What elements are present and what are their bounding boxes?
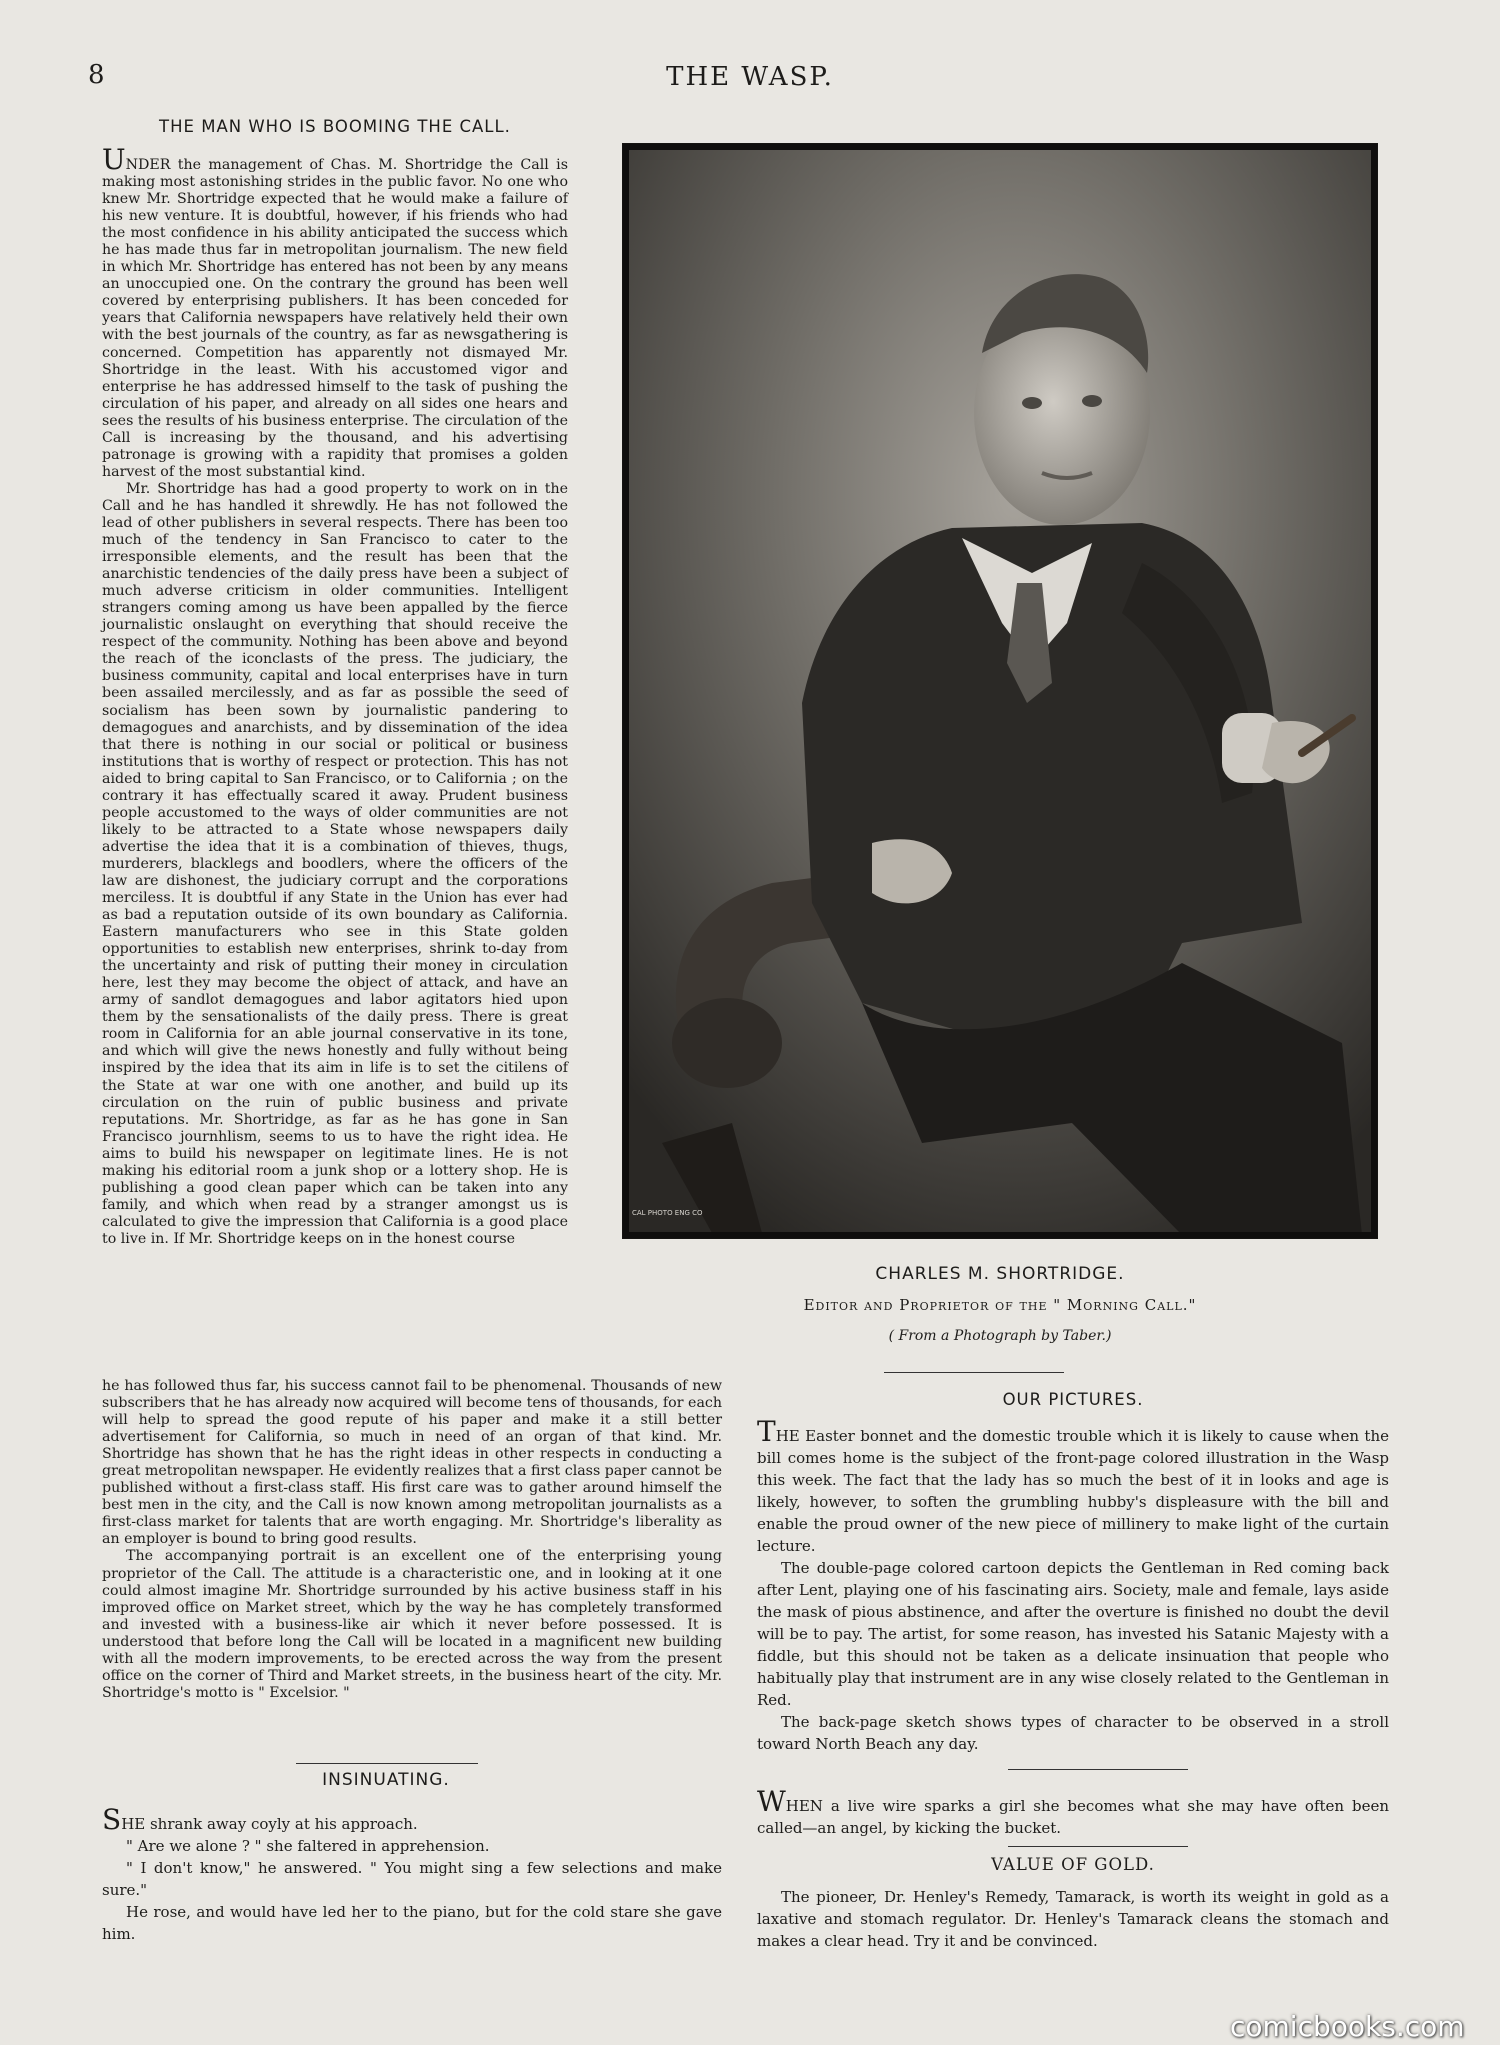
insinuating-paragraph-1: SHE shrank away coyly at his approach. [102, 1803, 418, 1836]
value-of-gold-article [757, 1886, 1389, 1952]
insinuating-paragraph-3: " I don't know," he answered. " You might sing a few selections and make sure." [102, 1859, 722, 1899]
insinuating-paragraph-2: " Are we alone ? " she faltered in apprehension. [126, 1837, 490, 1855]
live-wire-text: WHEN a live wire sparks a girl she becomes what she may have often been called—an angel, by kicking the bucket. [757, 1785, 1389, 1837]
section-divider [1008, 1846, 1188, 1847]
value-of-gold-title: VALUE OF GOLD. [991, 1855, 1155, 1874]
section-divider [884, 1372, 1064, 1373]
article-body-column [102, 143, 568, 1248]
live-wire-item [757, 1785, 1389, 1839]
watermark: comicbooks.com [1230, 2010, 1465, 2043]
drop-cap: U [102, 143, 126, 176]
article-title: THE MAN WHO IS BOOMING THE CALL. [159, 117, 511, 136]
article-paragraph-2: Mr. Shortridge has had a good property to work on in the Call and he has handled it shrewdly. He has not followed the lead of other publishers in several respects. There has been too much of the tendency in San Francisco to cater to the irresponsible elements, and the result has been that the anarchistic tendencies of the daily press have been a subject of much adverse criticism in older communities. Intelligent strangers coming among us have been appalled by the fierce journalistic onslaught on everything that should receive the respect of the community. Nothing has been above and beyond the reach of the iconclasts of the press. The judiciary, the business community, capital and local enterprises have in turn been assailed mercilessly, and as far as possible the seed of socialism has been sown by journalistic pandering to demagogues and anarchists, and by dissemination of the idea that there is nothing in our social or political or business institutions that is worthy of respect or protection. This has not aided to bring capital to San Francisco, or to California ; on the contrary it has effectually scared it away. Prudent business people accustomed to the ways of older communities are not likely to be attracted to a State whose newspapers daily advertise the idea that it is a combination of thieves, thugs, murderers, blacklegs and boodlers, where the officers of the law are dishonest, the judiciary corrupt and the corporations merciless. It is doubtful if any State in the Union has ever had as bad a reputation outside of its own boundary as California. Eastern manufacturers who see in this State golden opportunities to establish new enterprises, shrink to-day from the uncertainty and risk of putting their money in circulation here, lest they may become the object of attack, and have an army of sandlot demagogues and labor agitators hied upon them by the sensationalists of the daily press. There is great room in California for an able journal conservative in its tone, and which will give the news honestly and fully without being inspired by the idea that its aim in life is to set the citilens of the State at war one with one another, and build up its circulation on the ruin of public business and private reputations. Mr. Shortridge, as far as he has gone in San Francisco journhlism, seems to us to have the right idea. He aims to build his newspaper on legitimate lines. He is not making his editorial room a junk shop or a lottery shop. He is publishing a good clean paper which can be taken into any family, and which when read by a stranger amongst us is calculated to give the impression that California is a good place to live in. If Mr. Shortridge keeps on in the honest course [102, 480, 568, 1247]
section-divider [296, 1763, 478, 1764]
portrait-illustration [622, 143, 1378, 1239]
engraver-mark: CAL PHOTO ENG CO [632, 1209, 703, 1217]
value-of-gold-text: The pioneer, Dr. Henley's Remedy, Tamarack, is worth its weight in gold as a laxative and stomach regulator. Dr. Henley's Tamarack cleans the stomach and makes a clear head. Try it and be convinced. [757, 1888, 1389, 1950]
masthead: THE WASP. [666, 62, 834, 92]
page-number: 8 [88, 60, 105, 90]
article-paragraph-3: The accompanying portrait is an excellent one of the enterprising young proprietor of the Call. The attitude is a characteristic one, and in looking at it one could almost imagine Mr. Shortridge surrounded by his active business staff in his improved office on Market street, which by the way he has completely transformed and invested with a business-like air which it never before possessed. It is understood that before long the Call will be located in a magnificent new building with all the modern improvements, to be erected across the way from the present office on the corner of Third and Market streets, in the business heart of the city. Mr. Shortridge's motto is " Excelsior. " [102, 1548, 722, 1701]
portrait-photograph [622, 143, 1378, 1239]
section-divider [1008, 1769, 1188, 1770]
article-body-continued [102, 1378, 722, 1702]
portrait-caption-credit: ( From a Photograph by Taber.) [888, 1328, 1112, 1344]
drop-cap: T [757, 1415, 776, 1448]
article-paragraph-2-continued: he has followed thus far, his success cannot fail to be phenomenal. Thousands of new subscribers that he has already now acquired will become tens of thousands, for each will help to spread the good repute of his paper and make it a still better advertisement for California, so much in need of an organ of that kind. Mr. Shortridge has shown that he has the right ideas in other respects in conducting a great metropolitan newspaper. He evidently realizes that a first class paper cannot be published without a first-class staff. His first care was to gather around himself the best men in the city, and the Call is now known among metropolitan journalists as a first-class market for talents that are worth engaging. Mr. Shortridge's liberality as an employer is bound to bring good results. [102, 1378, 722, 1548]
portrait-caption-title: Editor and Proprietor of the " Morning Call." [803, 1296, 1197, 1314]
insinuating-story [102, 1803, 722, 1945]
drop-cap: W [757, 1785, 786, 1818]
drop-cap: S [102, 1803, 122, 1836]
our-pictures-article [757, 1415, 1389, 1755]
insinuating-title: INSINUATING. [322, 1770, 450, 1790]
article-paragraph-1: UNDER the management of Chas. M. Shortridge the Call is making most astonishing strides in the public favor. No one who knew Mr. Shortridge expected that he would make a failure of his new venture. It is doubtful, however, if his friends who had the most confidence in his ability anticipated the success which he has made thus far in metropolitan journalism. The new field in which Mr. Shortridge has entered has not been by any means an unoccupied one. On the contrary the ground has been well covered by enterprising publishers. It has been conceded for years that California newspapers have relatively held their own with the best journals of the country, as far as newsgathering is concerned. Competition has apparently not dismayed Mr. Shortridge in the least. With his accustomed vigor and enterprise he has addressed himself to the task of pushing the circulation of his paper, and already on all sides one hears and sees the results of his business enterprise. The circulation of the Call is increasing by the thousand, and his advertising patronage is growing with a rapidity that promises a golden harvest of the most substantial kind. [102, 143, 568, 480]
our-pictures-paragraph-3: The back-page sketch shows types of character to be observed in a stroll toward North Beach any day. [757, 1713, 1389, 1753]
portrait-caption-name: CHARLES M. SHORTRIDGE. [875, 1264, 1125, 1284]
our-pictures-paragraph-2: The double-page colored cartoon depicts the Gentleman in Red coming back after Lent, playing one of his fascinating airs. Society, male and female, lays aside the mask of pious abstinence, and after the overture is finished no doubt the devil will be to pay. The artist, for some reason, has invested his Satanic Majesty with a fiddle, but this should not be taken as a delicate insinuation that people who habitually play that instrument are in any wise closely related to the Gentleman in Red. [757, 1559, 1389, 1709]
our-pictures-paragraph-1: THE Easter bonnet and the domestic trouble which it is likely to cause when the bill comes home is the subject of the front-page colored illustration in the Wasp this week. The fact that the lady has so much the best of it in looks and age is likely, however, to soften the grumbling hubby's displeasure with the bill and enable the proud owner of the new piece of millinery to make light of the curtain lecture. [757, 1415, 1389, 1555]
insinuating-paragraph-4: He rose, and would have led her to the piano, but for the cold stare she gave him. [102, 1903, 722, 1943]
our-pictures-title: OUR PICTURES. [1002, 1390, 1144, 1409]
